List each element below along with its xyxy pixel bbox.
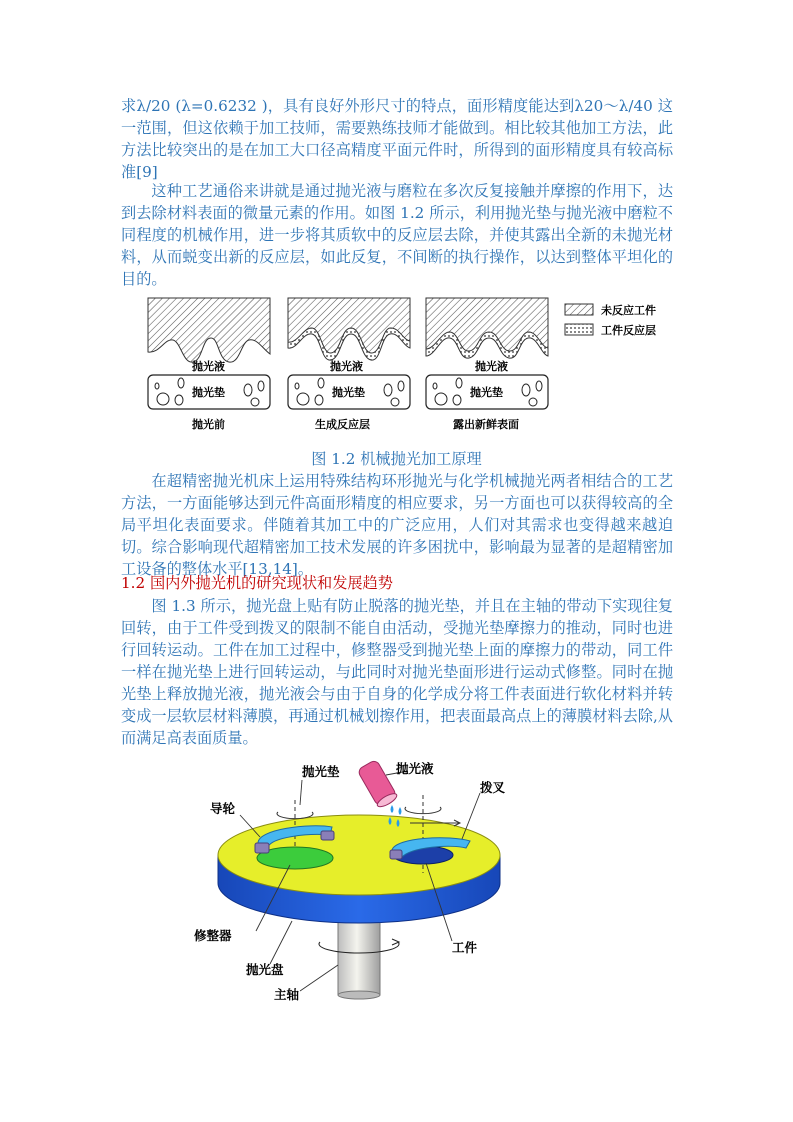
stage-label-before: 抛光前 bbox=[192, 418, 225, 431]
label-plate: 抛光盘 bbox=[246, 962, 284, 977]
paragraph-4: 图 1.3 所示，抛光盘上贴有防止脱落的抛光垫，并且在主轴的带动下实现往复回转，由于工件受到拨叉的限制不能自由活动，受抛光垫摩擦力的推动，同时也进行回转运动。工件在加工过程中，修整器受到抛光垫上面的摩擦力的带动，同工件一样在抛光垫上进行回转运动，与此同时对抛光垫面形进行运动式修整。同时在抛光垫上释放抛光液，抛光液会与由于自身的化学成分将工件表面进行软化材料并转变成一层软层材料薄膜，再通过机械划擦作用，把表面最高点上的薄膜材料去除,从而满足高表面质量。 bbox=[121, 597, 673, 747]
label-slurry: 抛光液 bbox=[396, 761, 434, 776]
paragraph-3: 在超精密抛光机床上运用特殊结构环形抛光与化学机械抛光两者相结合的工艺方法，一方面能够达到元件高面形精度的相应要求，另一方面也可以获得较高的全局平坦化表面要求。伴随着其加工中的广泛应用，人们对其需求也变得越来越迫切。综合影响现代超精密加工技术发展的许多困扰中，影响最为显著的是超精密加工设备的整体水平[13,14]。 bbox=[121, 472, 673, 578]
label-dresser: 修整器 bbox=[194, 928, 232, 943]
label-pad: 抛光垫 bbox=[302, 764, 340, 779]
stage-label-reaction: 生成反应层 bbox=[315, 418, 370, 431]
label-workpiece: 工件 bbox=[452, 940, 478, 955]
paragraph-1: 求λ/20 (λ=0.6232 )，具有良好外形尺寸的特点，面形精度能达到λ20～λ/40 这一范围，但这依赖于加工技师，需要熟练技师才能做到。相比较其他加工方法，此方法比较突出的是在加工大口径高精度平面元件时，所得到的面形精度具有较高标准[9] bbox=[121, 97, 673, 181]
paragraph-2: 这种工艺通俗来讲就是通过抛光液与磨粒在多次反复接触并摩擦的作用下，达到去除材料表面的微量元素的作用。如图 1.2 所示，利用抛光垫与抛光液中磨粒不同程度的机械作用，进一步将其质软中的反应层去除，并使其露出全新的未抛光材料，从而蜕变出新的反应层，如此反复，不间断的执行操作，以达到整体平坦化的目的。 bbox=[121, 182, 673, 288]
unreacted-workpiece bbox=[426, 298, 548, 351]
slurry-label: 抛光液 bbox=[475, 360, 508, 373]
figure-1-2-caption: 图 1.2 机械抛光加工原理 bbox=[311, 450, 482, 468]
pad-label: 抛光垫 bbox=[470, 386, 503, 399]
legend-reaction: 工件反应层 bbox=[601, 324, 656, 337]
slurry-label: 抛光液 bbox=[192, 360, 225, 373]
guide-roller bbox=[321, 831, 334, 840]
label-guide-wheel: 导轮 bbox=[210, 801, 236, 816]
pad-label: 抛光垫 bbox=[192, 386, 225, 399]
stage-before-polishing bbox=[148, 298, 270, 431]
stage-reaction-layer bbox=[288, 298, 410, 431]
pad-label: 抛光垫 bbox=[332, 386, 365, 399]
figure-legend bbox=[565, 303, 656, 337]
unreacted-workpiece bbox=[288, 298, 410, 353]
figure-1-3 bbox=[180, 755, 540, 1005]
section-heading: 1.2 国内外抛光机的研究现状和发展趋势 bbox=[121, 574, 393, 592]
slurry-label: 抛光液 bbox=[330, 360, 363, 373]
workpiece-profile bbox=[148, 298, 270, 362]
guide-roller bbox=[255, 843, 269, 853]
stage-label-fresh: 露出新鲜表面 bbox=[453, 418, 519, 431]
legend-swatch-reaction bbox=[565, 324, 593, 335]
slurry-nozzle bbox=[357, 759, 399, 809]
figure-1-2 bbox=[145, 294, 675, 436]
label-spindle: 主轴 bbox=[274, 987, 300, 1002]
legend-swatch-unreacted bbox=[565, 304, 593, 315]
stage-fresh-surface bbox=[426, 298, 548, 431]
label-fork: 拨叉 bbox=[480, 780, 506, 795]
legend-unreacted: 未反应工件 bbox=[601, 304, 656, 317]
